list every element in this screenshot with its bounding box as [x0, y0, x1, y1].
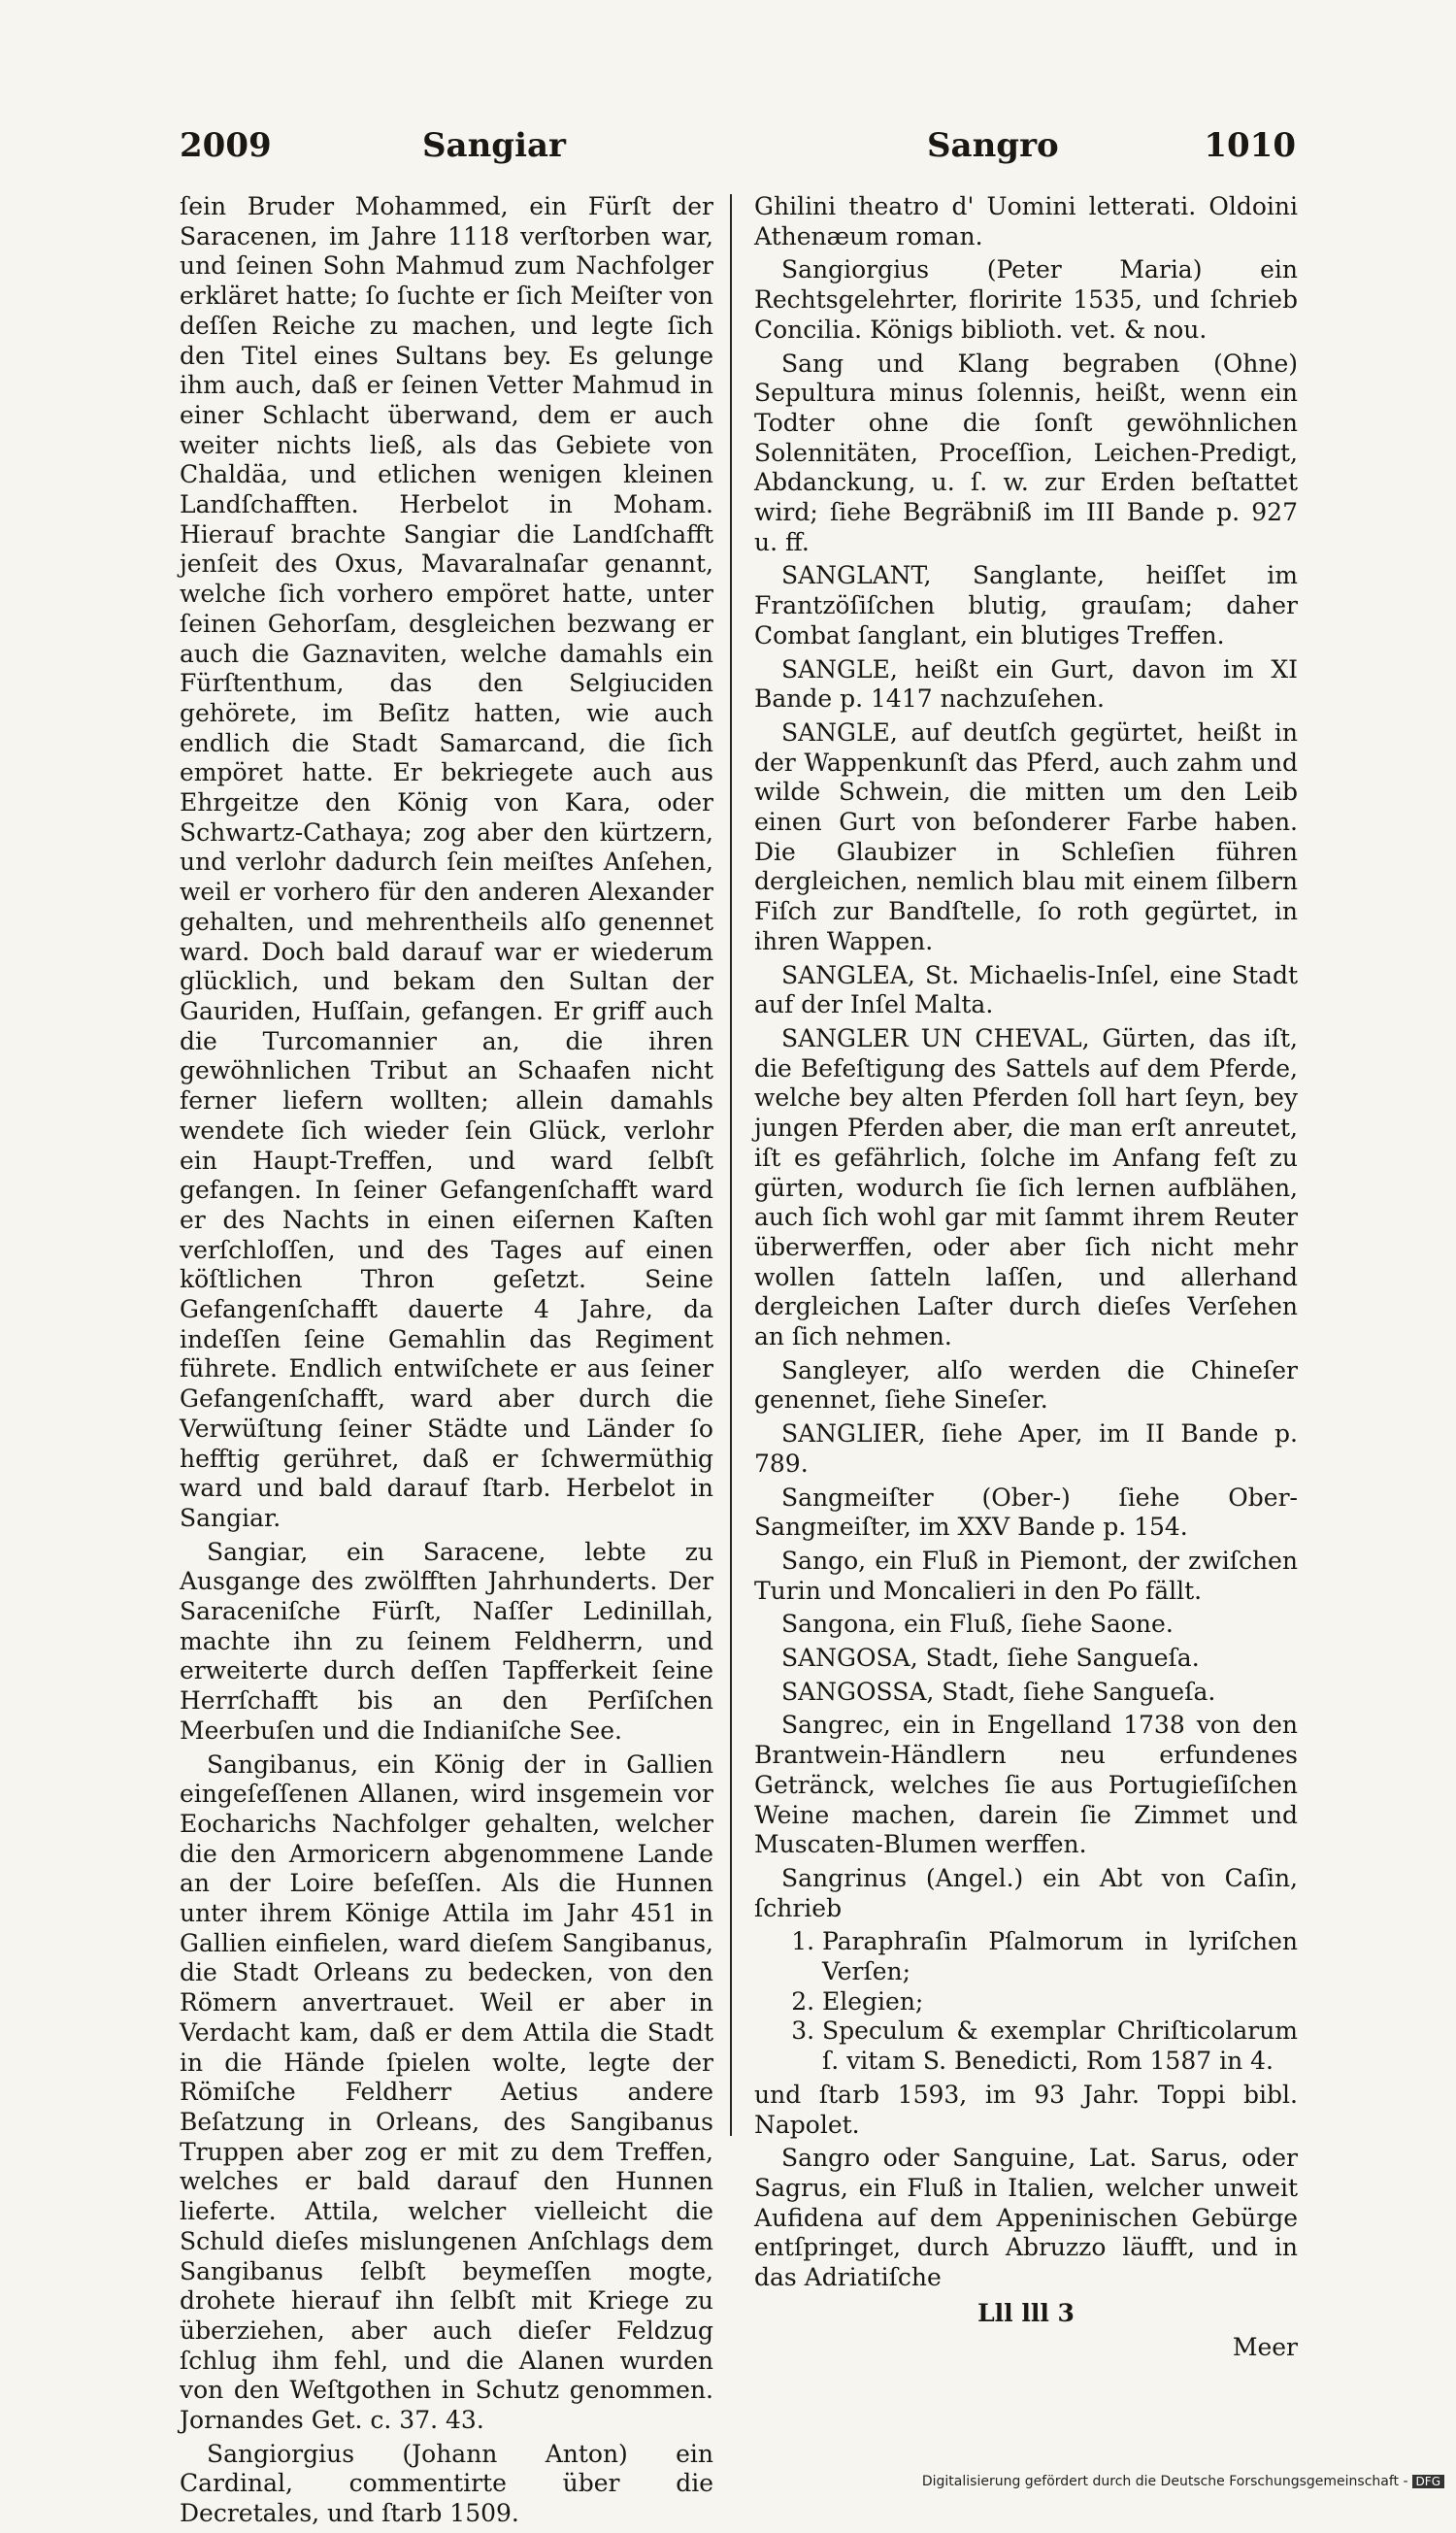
digitization-footer: [922, 2474, 1444, 2489]
entry-sangiar: Sangiar, ein Saracene, lebte zu Ausgange des zwölfften Jahrhunderts. Der Saraceniſche Fürſt, Naſſer Ledinillah, machte ihn zu ſeinem Feldherrn, und erweiterte durch deſſen Tapfferkeit ſeine Herrſchafft bis an den Perſiſchen Meerbuſen und die Indianiſche See.: [180, 1537, 713, 1745]
entry-sangro: Sangro oder Sanguine, Lat. Sarus, oder Sagrus, ein Fluß in Italien, welcher unweit Aufidena auf dem Appeninischen Gebürge entſpringet, durch Abruzzo läufft, und in das Adriatiſche: [754, 2144, 1298, 2292]
running-head-right: Sangro: [927, 126, 1059, 165]
entry-sangiorgius-cont: Ghilini theatro d' Uomini letterati. Oldoini Athenæum roman.: [754, 192, 1298, 250]
entry-sangrinus-cont: und ſtarb 1593, im 93 Jahr. Toppi bibl. Napolet.: [754, 2080, 1298, 2139]
entry-sangiorgius-johann: Sangiorgius (Johann Anton) ein Cardinal, commentirte über die Decretales, und ſtarb 1509.: [180, 2439, 713, 2528]
page-number-right: 1010: [1204, 126, 1296, 165]
entry-sangiorgius-peter: Sangiorgius (Peter Maria) ein Rechtsgelehrter, floririte 1535, und ſchrieb Concilia. Königs biblioth. vet. & nou.: [754, 255, 1298, 344]
entry-sangler-un-cheval: SANGLER UN CHEVAL, Gürten, das iſt, die Befeſtigung des Sattels auf dem Pferde, welche bey alten Pferden ſoll hart ſeyn, bey jungen Pferden aber, die man erſt anreutet, iſt es gefährlich, ſolche im Anfang feſt zu gürten, wodurch ſie ſich lernen aufblähen, auch ſich wohl gar mit ſammt ihrem Reuter überwerffen, oder aber ſich nicht mehr wollen ſatteln laſſen, und allerhand dergleichen Laſter durch dieſes Verſehen an ſich nehmen.: [754, 1023, 1298, 1351]
entry-sangleyer: Sangleyer, alſo werden die Chineſer genennet, ſiehe Sineſer.: [754, 1355, 1298, 1415]
right-column: [754, 192, 1298, 2366]
entry-sangrinus: Sangrinus (Angel.) ein Abt von Caſin, ſchrieb: [754, 1863, 1298, 1922]
entry-sanglant: SANGLANT, Sanglante, heiſſet im Frantzöſiſchen blutig, grauſam; daher Combat ſanglant, ein blutiges Treffen.: [754, 561, 1298, 650]
list-item: 3. Speculum & exemplar Chriſticolarum ſ. vitam S. Benedicti, Rom 1587 in 4.: [822, 2016, 1298, 2076]
left-column: [180, 192, 713, 2533]
page-header: [180, 126, 1296, 175]
entry-sango: Sango, ein Fluß in Piemont, der zwiſchen Turin und Moncalieri in den Po fällt.: [754, 1546, 1298, 1605]
entry-sanglier: SANGLIER, ſiehe Aper, im II Bande p. 789.: [754, 1419, 1298, 1478]
entry-sangosa: SANGOSA, Stadt, ſiehe Sangueſa.: [781, 1644, 1200, 1673]
running-head-left: Sangiar: [422, 126, 566, 165]
entry-sangibanus: Sangibanus, ein König der in Gallien eingeſeſſenen Allanen, wird insgemein vor Eocharichs Nachfolger gehalten, welcher die den Armoricern abgenommene Lande an der Loire beſeſſen. Als die Hunnen unter ihrem Könige Attila im Jahr 451 in Gallien einfielen, ward dieſem Sangibanus, die Stadt Orleans zu bedecken, von den Römern anvertrauet. Weil er aber in Verdacht kam, daß er dem Attila die Stadt in die Hände ſpielen wolte, legte der Römiſche Feldherr Aetius andere Beſatzung in Orleans, des Sangibanus Truppen aber zog er mit zu dem Treffen, welches er bald darauf den Hunnen lieferte. Attila, welcher vielleicht die Schuld dieſes mislungenen Anſchlags dem Sangibanus ſelbſt beymeſſen mogte, drohete hierauf ihn ſelbſt mit Kriege zu überziehen, aber auch dieſer Feldzug ſchlug ihm fehl, und die Alanen wurden von den Weſtgothen in Schutz genommen. Jornandes Get. c. 37. 43.: [180, 1750, 713, 2435]
entry-sangmeister: Sangmeiſter (Ober-) ſiehe Ober-Sangmeiſter, im XXV Bande p. 154.: [754, 1483, 1298, 1542]
page-number-left: 2009: [180, 126, 272, 165]
entry-sangossa: SANGOSSA, Stadt, ſiehe Sangueſa.: [781, 1677, 1216, 1706]
signature-mark: Lll lll 3: [977, 2298, 1075, 2327]
list-item: 2. Elegien;: [822, 1987, 1298, 2017]
entry-sangrec: Sangrec, ein in Engelland 1738 von den Brantwein-Händlern neu erfundenes Getränck, welches ſie aus Portugieſiſchen Weine machen, darein ſie Zimmet und Muscaten-Blumen werffen.: [754, 1711, 1298, 1859]
sangrinus-works-list: [754, 1927, 1298, 2077]
list-item: 1. Paraphraſin Pſalmorum in lyriſchen Verſen;: [822, 1927, 1298, 1986]
catchword: Meer: [1232, 2332, 1298, 2361]
entry-sangle-wappen: SANGLE, auf deutſch gegürtet, heißt in der Wappenkunſt das Pferd, auch zahm und wilde Schwein, die mitten um den Leib einen Gurt von beſonderer Farbe haben. Die Glaubizer in Schleſien führen dergleichen, nemlich blau mit einem ſilbern Fiſch zur Bandſtelle, ſo roth gegürtet, in ihren Wappen.: [754, 717, 1298, 955]
entry-sanglea: SANGLEA, St. Michaelis-Inſel, eine Stadt auf der Inſel Malta.: [754, 960, 1298, 1019]
entry-sangona: Sangona, ein Fluß, ſiehe Saone.: [781, 1610, 1174, 1639]
footer-text: Digitalisierung gefördert durch die Deutsche Forschungsgemeinschaft -: [921, 2474, 1408, 2489]
entry-sang-und-klang: Sang und Klang begraben (Ohne) Sepultura minus ſolennis, heißt, wenn ein Todter ohne die ſonſt gewöhnlichen Solennitäten, Proceſſion, Leichen-Predigt, Abdanckung, u. ſ. w. zur Erden beſtattet wird; ſiehe Begräbniß im III Bande p. 927 u. ff.: [754, 349, 1298, 556]
column-divider: [730, 194, 732, 2136]
entry-sangle-gurt: SANGLE, heißt ein Gurt, davon im XI Bande p. 1417 nachzuſehen.: [754, 654, 1298, 714]
entry-sangiar-cont: ſein Bruder Mohammed, ein Fürſt der Saracenen, im Jahre 1118 verſtorben war, und ſeinen Sohn Mahmud zum Nachfolger erkläret hatte; ſo ſuchte er ſich Meiſter von deſſen Reiche zu machen, und legte ſich den Titel eines Sultans bey. Es gelunge ihm auch, daß er ſeinen Vetter Mahmud in einer Schlacht überwand, dem er auch weiter nichts ließ, als das Gebiete von Chaldäa, und etlichen wenigen kleinen Landſchafften. Herbelot in Moham. Hierauf brachte Sangiar die Landſchafft jenſeit des Oxus, Mavaralnaſar genannt, welche ſich vorhero empöret hatte, unter ſeinen Gehorſam, desgleichen bezwang er auch die Gaznaviten, welche damahls ein Fürſtenthum, das den Selgiuciden gehörete, im Beſitz hatten, wie auch endlich die Stadt Samarcand, die ſich empöret hatte. Er bekriegete auch aus Ehrgeitze den König von Kara, oder Schwartz-Cathaya; zog aber den kürtzern, und verlohr dadurch ſein meiſtes Anſehen, weil er vorhero für den anderen Alexander gehalten, und mehrentheils alſo genennet ward. Doch bald darauf war er wiederum glücklich, und bekam den Sultan der Gauriden, Huſſain, gefangen. Er griff auch die Turcomannier an, die ihren gewöhnlichen Tribut an Schaafen nicht ferner liefern wollten; allein damahls wendete ſich wieder ſein Glück, verlohr ein Haupt-Treffen, und ward ſelbſt gefangen. In ſeiner Gefangenſchafft ward er des Nachts in einen eiſernen Kaſten verſchloſſen, und des Tages auf einen köſtlichen Thron geſetzt. Seine Gefangenſchafft dauerte 4 Jahre, da indeſſen ſeine Gemahlin das Regiment führete. Endlich entwiſchete er aus ſeiner Gefangenſchafft, ward aber durch die Verwüſtung ſeiner Städte und Länder ſo hefftig gerühret, daß er ſchwermüthig ward und bald darauf ſtarb. Herbelot in Sangiar.: [180, 192, 713, 1532]
dfg-logo: DFG: [1412, 2475, 1444, 2488]
